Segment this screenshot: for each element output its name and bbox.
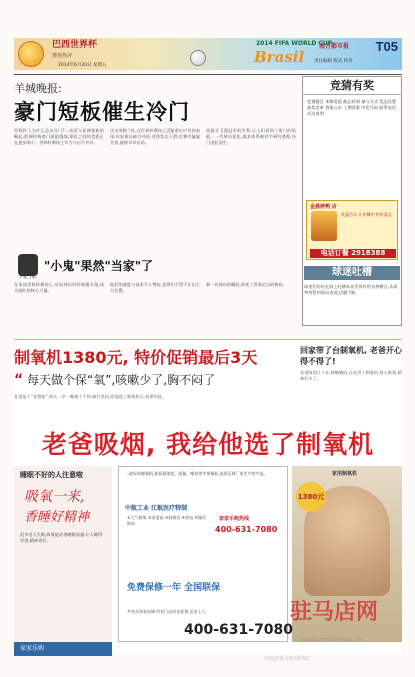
football-icon bbox=[190, 50, 206, 66]
article-kicker: 羊城晚报: bbox=[14, 82, 62, 95]
product-features: ①大气制氧 ②浓度高 ③低噪音 ④省电 ⑤操作简单 bbox=[127, 515, 207, 526]
ad-right-heading: 回家带了台制氧机, 老爸开心得不得了! bbox=[300, 346, 402, 366]
warranty-text: 免费保修一年 全国联保 bbox=[127, 583, 221, 593]
article-column-3: 西班牙卫冕冠军的失利,让人们看到了豪门的短板。一代球员老化,战术体系被对手研究透彻,冷门由此而生。 bbox=[206, 128, 296, 146]
ad-right-text: 老爸吸烟几十年,咳嗽胸闷,自从用了制氧机,每天吸氧,精神好多了。 bbox=[300, 370, 402, 381]
sleep-panel-title: 睡眠不好的人注意啦 bbox=[20, 471, 83, 479]
brasil-top-label: 2014 FIFA WORLD CUP bbox=[256, 40, 333, 47]
sleep-panel-text: 很多老人失眠,吸氧能改善睡眠质量,让人睡得更香,精神更好。 bbox=[20, 532, 103, 543]
section-title bbox=[52, 40, 97, 62]
ad-subtitle bbox=[14, 371, 215, 388]
section-subtitle: 赛场热评 bbox=[52, 53, 73, 59]
masthead bbox=[14, 38, 402, 70]
restaurant-ad-text: 优惠活动 开业酬宾 特价菜品 bbox=[341, 212, 392, 217]
hotline-number: 400-631-7080 bbox=[215, 525, 278, 534]
fan-comments-title: 球迷吐槽 bbox=[304, 266, 400, 280]
sub-article-title: "小鬼"果然"当家"了 bbox=[44, 259, 154, 273]
sub-article-column-1: 在本届世界杯赛场上,年轻球员纷纷崭露头角,成为球队的核心力量。 bbox=[14, 282, 104, 294]
hotline-label: 家家乐购热线 bbox=[219, 516, 250, 522]
sub-article-column-2: 他们的速度与技术令人赞叹,老将们不得不让出主力位置。 bbox=[110, 282, 200, 294]
divider bbox=[14, 74, 402, 75]
watermark-logo: 驻马店网 bbox=[290, 600, 379, 625]
restaurant-ad-phone: 电话订餐 2918388 bbox=[310, 249, 396, 258]
column-label: 小鬼当家 bbox=[18, 275, 36, 280]
article-column-1: 世界杯上为什么总出冷门?…南美与非洲劲旅的崛起,欧洲传统豪门面临挑战,球队之间的差距正在逐步缩小。世界杯赛场上实力与运气并存。 bbox=[14, 128, 104, 146]
small-ghost-icon bbox=[18, 254, 38, 276]
section-title-text: 巴西世界杯 bbox=[52, 40, 98, 50]
sleep-script-line-1: 吸氧一来, bbox=[24, 489, 85, 505]
product-panel bbox=[118, 466, 288, 642]
ad-subtitle-text: 每天做个保“氧”,咳嗽少了,胸不闷了 bbox=[27, 373, 216, 387]
sleep-panel bbox=[14, 466, 112, 642]
restaurant-ad bbox=[306, 200, 398, 260]
restaurant-ad-title: 金晨烤鸭 店 bbox=[310, 204, 337, 210]
brasil-logo: Brasil bbox=[254, 48, 305, 66]
world-cup-logo-icon bbox=[18, 41, 44, 67]
ad-price-title: 制氧机1380元, 特价促销最后3天 bbox=[14, 348, 258, 367]
product-intro: 一款好的制氧机,要看氧浓度、流量、噪音等多项指标,选择正规厂家生产的产品。 bbox=[125, 471, 268, 476]
watermark-url: www.zmdnews.cn bbox=[300, 636, 363, 644]
quiz-title: 竞猜有奖 bbox=[303, 77, 401, 95]
editor-line: 责任编辑 版式 校对 bbox=[314, 59, 353, 64]
brand-footer: 家家乐购 bbox=[14, 642, 112, 656]
issue-date: 2014年6月20日 星期五 bbox=[58, 63, 107, 68]
fan-comments-text: 球迷们纷纷在网上吐槽本届世界杯的各种槽点,从裁判判罚到球员表现,话题不断。 bbox=[304, 284, 398, 296]
ad-body: 老爸是个“老烟枪”,每天一早一晚咳个不停,胸口发闷,给他选了制氧机后,效果明显。 bbox=[14, 394, 167, 399]
store-info: 共有东海家电城 所有门店同步促销,送货上门。 bbox=[127, 609, 210, 614]
ad-big-headline: 老爸吸烟, 我给他选了制氧机 bbox=[41, 430, 375, 459]
page-code: T05 bbox=[375, 39, 398, 54]
sub-article-column-3: 新一代球员的崛起,改变了世界足坛的格局。 bbox=[206, 282, 287, 287]
article-column-2: 这支英格兰队,在世界杯赛场上没能拿出应有的表现,年轻球员缺乏经验,老将状态下滑,比赛中屡屡失误,最终早早出局。 bbox=[110, 128, 200, 146]
product-label: 家用制氧机 bbox=[332, 471, 358, 477]
product-brand: 中航工业 江航医疗特制 bbox=[125, 505, 188, 512]
quote-mark: “ bbox=[14, 372, 24, 388]
watermark-footer: 河南省重点新闻网站 bbox=[264, 656, 310, 662]
paper-name: 南方都市报 bbox=[319, 43, 350, 50]
ad-phone-number: 400-631-7080 bbox=[184, 622, 294, 638]
sleep-script-line-2: 香睡好精神 bbox=[24, 510, 90, 525]
quiz-text: 竞猜题目 本期竞猜 截止时间 参与方式 奖品设置 获奖名单 答案公布 上期答案 中奖号码 联系电话 活动说明 bbox=[307, 99, 397, 116]
article-headline: 豪门短板催生冷门 bbox=[14, 100, 190, 124]
roast-duck-image bbox=[311, 211, 337, 241]
price-badge: 1380元 bbox=[296, 482, 326, 512]
